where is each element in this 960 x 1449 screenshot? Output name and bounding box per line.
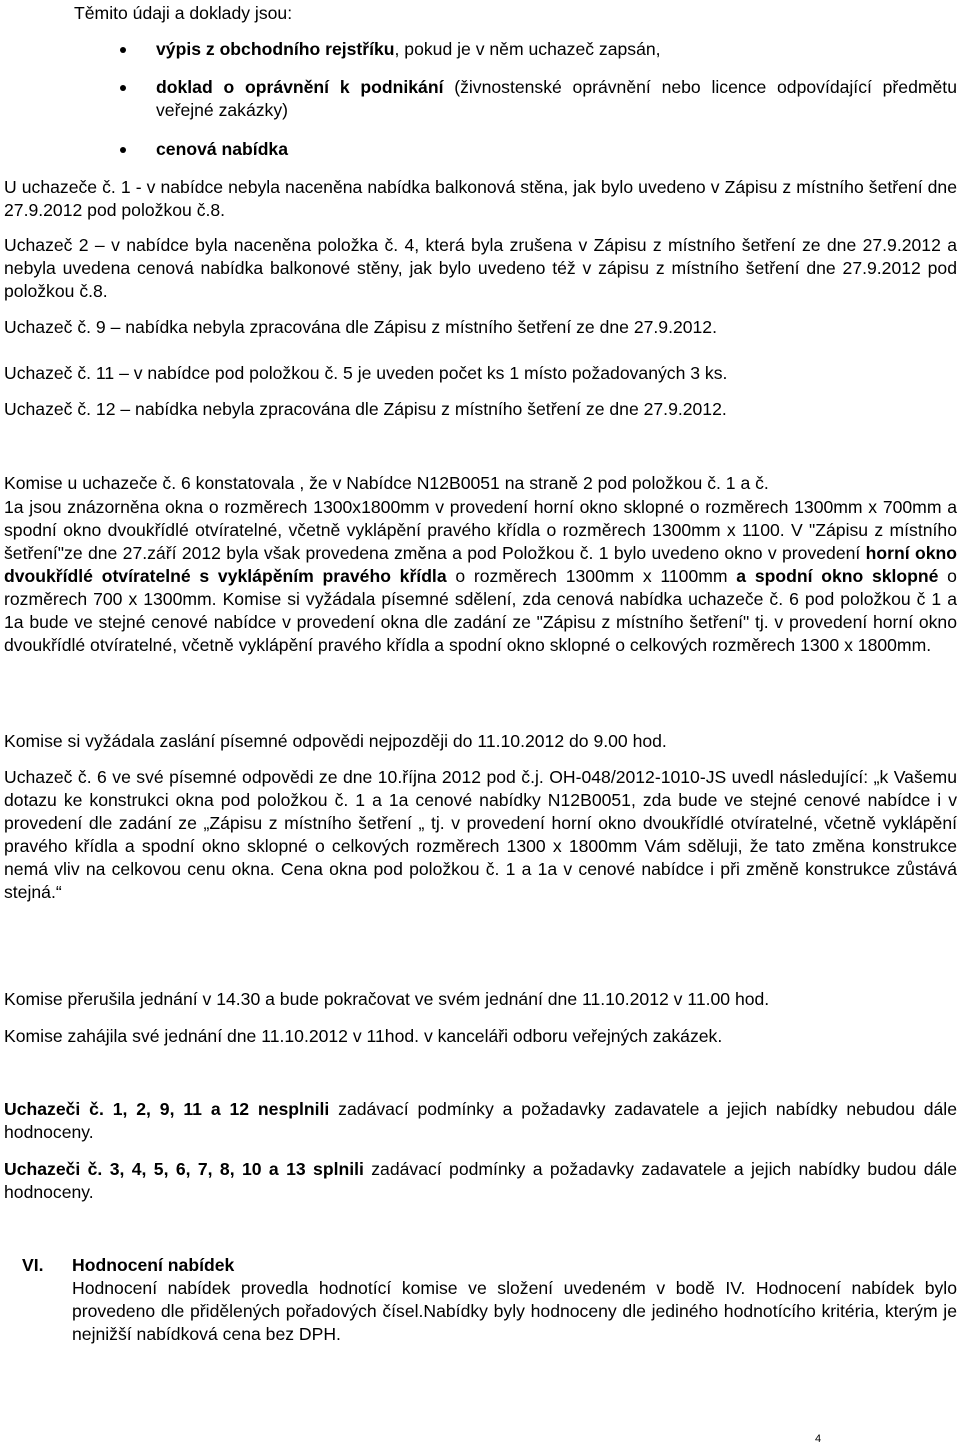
paragraph: Uchazeč č. 11 – v nabídce pod položkou č. 5 je uveden počet ks 1 místo požadovaných 3 ks. [4,363,728,383]
paragraph: Komise přerušila jednání v 14.30 a bude pokračovat ve svém jednání dne 11.10.2012 v 11.00 hod. [4,989,770,1009]
bullet-rest: (živnostenské oprávnění nebo licence odpovídající předmětu veřejné zakázky) [156,77,957,120]
paragraph: Uchazeč 2 – v nabídce byla naceněna položka č. 4, která byla zrušena v Zápisu z místního šetření ze dne 27.9.2012 a nebyla uvedena cenová nabídka balkonové stěny, jak bylo uvedeno též v zápisu z místního šetření dne 27.9.2012 pod položkou č.8. [4,235,957,301]
paragraph-failed [4,1098,957,1144]
text-run: o rozměrech 700 x 1300mm. Komise si vyžádala písemné sdělení, zda cenová nabídka uchazeče č. 6 pod položkou č 1 a 1a bude ve stejné cenové nabídce v provedení okna dle zadání ze "Zápisu z místního šetření" tj. v provedení horní okno dvoukřídlé otvíratelné, včetně vyklápění pravého křídla a spodní okno sklopné o celkových rozměrech 1300 x 1800mm. [4,566,957,655]
bullet-icon [120,47,126,53]
bullet-icon [120,147,126,153]
paragraph-window-spec [4,496,957,657]
paragraph-passed [4,1158,957,1204]
text-run: zadávací podmínky a požadavky zadavatele a jejich nabídky nebudou dále hodnoceny. [4,1099,958,1142]
paragraph: Komise zahájila své jednání dne 11.10.2012 v 11hod. v kanceláři odboru veřejných zakázek. [4,1026,723,1046]
text-run: 1a jsou znázorněna okna o rozměrech 1300x1800mm v provedení horní okno sklopné o rozměrech 1300mm x 700mm a spodní okno dvoukřídlé otvíratelné, včetně vyklápění pravého křídla o rozměrech 1300mm x 1100. V "Zápisu z místního šetření"ze dne 27.září 2012 byla však provedena změna a pod Položkou č. 1 bylo uvedeno okno v provedení [4,497,957,563]
text-run: zadávací podmínky a požadavky zadavatele a jejich nabídky budou dále hodnoceny. [4,1159,957,1202]
text-run: o rozměrech 1300mm x 1100mm [446,566,737,586]
bullet-bold: doklad o oprávnění k podnikání [156,77,444,97]
section-block [72,1254,957,1346]
bold-run: horní okno dvoukřídlé otvíratelné s vyklápěním pravého křídla [4,543,957,586]
bullet-item [120,38,957,61]
bullet-item [120,76,957,122]
paragraph-response: Uchazeč č. 6 ve své písemné odpovědi ze dne 10.října 2012 pod č.j. OH-048/2012-1010-JS uvedl následující: „k Vašemu dotazu ke konstrukci okna pod položkou č. 1 a 1a cenové nabídky N12B0051, zda bude ve stejné cenové nabídce i v provedení dle zadání ze „Zápisu z místního šetření „ tj. v provedení horní okno dvoukřídlé otvíratelné, včetně vyklápění pravého křídla a spodní okno sklopné o celkových rozměrech 1300 x 1800mm Vám sděluji, že tato změna konstrukce nemá vliv na celkovou cenu okna. Cena okna pod položkou č. 1 a 1a v cenové nabídce i při změně konstrukce zůstává stejná.“ [4,767,957,902]
section-title: Hodnocení nabídek [72,1255,235,1275]
intro-text: Těmito údaji a doklady jsou: [74,3,293,23]
section-body: Hodnocení nabídek provedla hodnotící komise ve složení uvedeném v bodě IV. Hodnocení nabídek bylo provedeno dle přidělených pořadových čísel.Nabídky byly hodnoceny dle jediného hodnotícího kritéria, kterým je nejnižší nabídková cena bez DPH. [72,1278,957,1344]
paragraph: Komise u uchazeče č. 6 konstatovala , že v Nabídce N12B0051 na straně 2 pod položkou č. 1 a č. [4,473,769,493]
bold-run: Uchazeči č. 3, 4, 5, 6, 7, 8, 10 a 13 splnili [4,1159,364,1179]
bullet-item [120,138,957,161]
section-number: VI. [22,1255,44,1275]
page-number: 4 [815,1433,822,1445]
bullet-icon [120,85,126,91]
paragraph: Komise si vyžádala zaslání písemné odpovědi nejpozději do 11.10.2012 do 9.00 hod. [4,731,667,751]
bullet-rest: , pokud je v něm uchazeč zapsán, [394,39,661,59]
paragraph: Uchazeč č. 12 – nabídka nebyla zpracována dle Zápisu z místního šetření ze dne 27.9.2012. [4,399,727,419]
paragraph: U uchazeče č. 1 - v nabídce nebyla naceněna nabídka balkonová stěna, jak bylo uvedeno v Zápisu z místního šetření dne 27.9.2012 pod položkou č.8. [4,177,957,220]
paragraph: Uchazeč č. 9 – nabídka nebyla zpracována dle Zápisu z místního šetření ze dne 27.9.2012. [4,317,717,337]
bold-run: a spodní okno sklopné [736,566,939,586]
bullet-bold: výpis z obchodního rejstříku [156,39,395,59]
bullet-bold: cenová nabídka [156,139,289,159]
bold-run: Uchazeči č. 1, 2, 9, 11 a 12 nesplnili [4,1099,330,1119]
